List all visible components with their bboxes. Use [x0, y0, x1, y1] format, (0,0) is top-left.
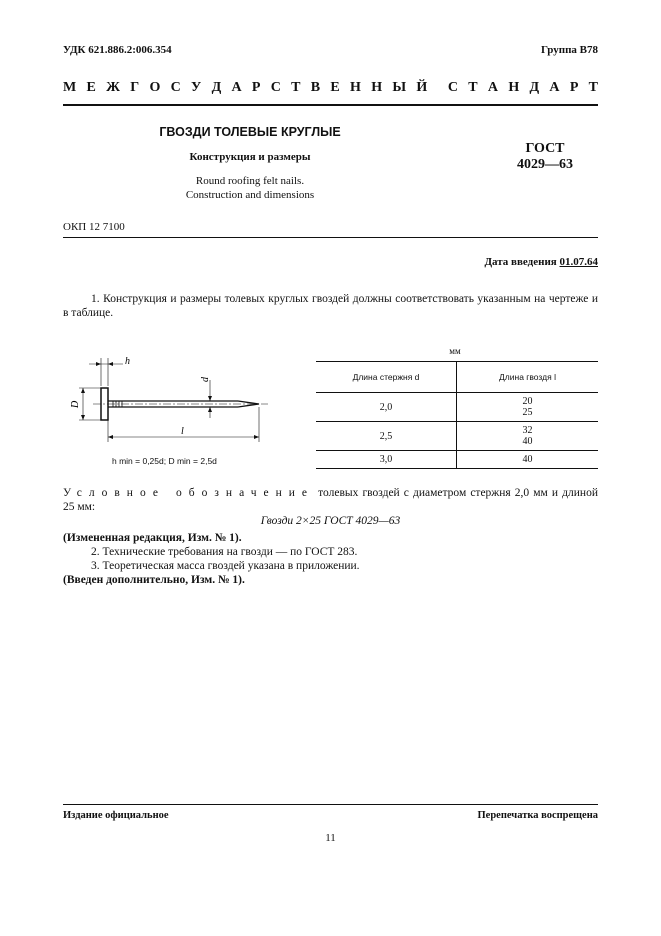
cell-nail-length — [457, 422, 599, 451]
standard-heading-letter: Т — [468, 80, 478, 95]
standard-heading-letter: С — [270, 80, 281, 95]
standard-heading-letter: Н — [350, 80, 361, 95]
drawing-caption: h min = 0,25d; D min = 2,5d — [112, 456, 217, 466]
paragraph-1: 1. Конструкция и размеры толевых круглых гвоздей должны соответствовать указанным на чертеже и в таблице. — [63, 293, 598, 319]
D-arrow-bottom — [81, 415, 85, 420]
note-item-2: 2. Технические требования на гвозди — по ГОСТ 283. — [91, 546, 358, 558]
h-arrow-right — [108, 362, 113, 366]
cell-nail-length — [457, 451, 599, 469]
D-arrow-top — [81, 388, 85, 393]
l-arrow-left — [108, 435, 113, 439]
nail-drawing — [63, 352, 273, 457]
label-l: l — [181, 426, 184, 437]
standard-heading-letter: А — [487, 80, 499, 95]
gost-code: 4029—63 — [517, 157, 573, 172]
intro-date-label: Дата введения — [484, 256, 560, 268]
nail-length-value: 40 — [522, 454, 533, 465]
header-nail-length: Длина гвоздя l — [499, 372, 556, 382]
cell-shank-diameter: 2,0 — [316, 393, 457, 422]
standard-heading-letter: Й — [416, 80, 428, 95]
standard-type-heading — [63, 80, 598, 96]
standard-heading-letter: Г — [130, 80, 140, 95]
designation-paragraph — [63, 486, 598, 514]
standard-heading-letter: О — [149, 80, 161, 95]
nail-length-value: 20 — [522, 396, 533, 407]
footer-official-edition: Издание официальное — [63, 810, 169, 821]
standard-heading-letter: С — [447, 80, 458, 95]
designation-example: Гвозди 2×25 ГОСТ 4029—63 — [260, 515, 401, 527]
note-changed: (Измененная редакция, Изм. № 1). — [63, 532, 242, 544]
footer-reprint-prohibited: Перепечатка воспрещена — [477, 810, 598, 821]
standard-heading-letter: А — [231, 80, 242, 95]
cell-shank-diameter: 2,5 — [316, 422, 457, 451]
note-added: (Введен дополнительно, Изм. № 1). — [63, 574, 245, 586]
page-number: 11 — [325, 832, 336, 844]
standard-heading-letter: М — [63, 80, 77, 95]
english-title — [120, 174, 380, 202]
h-arrow-left — [96, 362, 101, 366]
standard-heading-letter: В — [310, 80, 321, 95]
label-D: D — [70, 400, 81, 408]
table-row — [316, 422, 598, 451]
notes-block — [63, 531, 598, 587]
l-arrow-right — [254, 435, 259, 439]
udk-code: УДК 621.886.2:006.354 — [63, 44, 172, 56]
note-item-3: 3. Теоретическая масса гвоздей указана в приложении. — [91, 560, 360, 572]
intro-date-value: 01.07.64 — [559, 256, 598, 268]
standard-heading-letter: Н — [371, 80, 383, 95]
label-h: h — [125, 356, 130, 367]
standard-heading-letter: Т — [291, 80, 301, 95]
standard-heading-letter: С — [170, 80, 181, 95]
cell-shank-diameter: 3,0 — [316, 451, 457, 469]
okp-code: ОКП 12 7100 — [63, 221, 125, 233]
nail-length-value: 32 — [522, 425, 533, 436]
intro-date — [484, 256, 598, 268]
english-title-line2: Construction and dimensions — [185, 189, 315, 201]
cell-nail-length — [457, 393, 599, 422]
gost-label: ГОСТ — [525, 141, 565, 156]
gost-number — [490, 141, 600, 173]
label-d: d — [200, 377, 211, 382]
table-header-row — [316, 362, 598, 393]
standard-heading-letter: А — [549, 80, 560, 95]
standard-heading-letter: Р — [569, 80, 579, 95]
table-row — [316, 393, 598, 422]
standard-heading-letter: Д — [211, 80, 222, 95]
standard-heading-letter: Т — [588, 80, 598, 95]
dimensions-table — [316, 361, 598, 469]
group-code: Группа В78 — [540, 44, 598, 56]
d-arrow-bottom — [208, 407, 212, 412]
divider-middle — [63, 237, 598, 238]
document-subtitle: Конструкция и размеры — [189, 151, 311, 163]
nail-drawing-svg — [63, 352, 273, 452]
divider-top — [63, 104, 598, 106]
designation-spaced: Условное обозначение — [63, 487, 315, 499]
d-arrow-top — [208, 396, 212, 401]
standard-heading-letter: Е — [86, 80, 96, 95]
standard-heading-letter: Н — [508, 80, 520, 95]
english-title-line1: Round roofing felt nails. — [195, 175, 305, 187]
header-shank-diameter: Длина стержня d — [316, 362, 457, 393]
nail-length-value: 40 — [522, 436, 533, 447]
standard-heading-letter: Ж — [106, 80, 120, 95]
standard-heading-letter: Р — [251, 80, 261, 95]
standard-heading-letter: У — [191, 80, 202, 95]
table-row — [316, 451, 598, 469]
standard-heading-letter: Е — [330, 80, 340, 95]
standard-heading-letter: Д — [529, 80, 540, 95]
nail-length-value: 25 — [522, 407, 533, 418]
standard-heading-letter: Ы — [392, 80, 407, 95]
table-unit: мм — [449, 346, 461, 356]
document-title: ГВОЗДИ ТОЛЕВЫЕ КРУГЛЫЕ — [159, 125, 341, 139]
designation-rest: толевых гвоздей с диаметром стержня 2,0 мм и длиной 25 мм: — [63, 487, 598, 513]
divider-bottom — [63, 804, 598, 805]
